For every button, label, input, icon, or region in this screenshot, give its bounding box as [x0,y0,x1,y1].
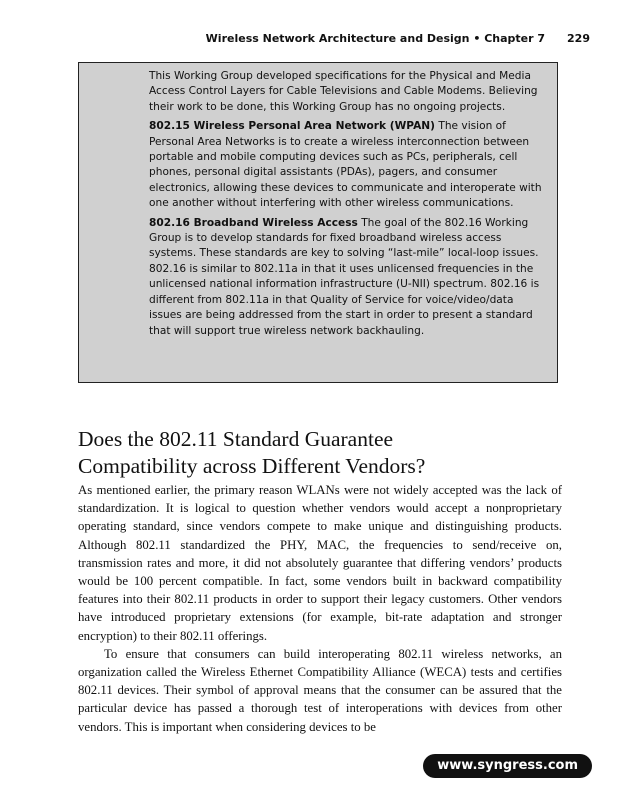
section-title [78,426,578,480]
footer-url-badge[interactable]: www.syngress.com [423,754,592,778]
sidebar-intro: This Working Group developed specifications for the Physical and Media Access Control Layers for Cable Televisions and Cable Modems. Believing their work to be done, this Working Group has no ongoing projects. [149,70,538,113]
sidebar-content [149,69,549,343]
sidebar-item-wpan [149,119,549,211]
sidebar-term: 802.16 Broadband Wireless Access [149,216,358,229]
sidebar-term: 802.15 Wireless Personal Area Network (WPAN) [149,120,435,133]
chapter-title: Wireless Network Architecture and Design • Chapter 7 [205,32,546,45]
sidebar-box [78,62,558,383]
section-title-line2: Compatibility across Different Vendors? [78,454,426,478]
paragraph-2: To ensure that consumers can build interoperating 802.11 wireless networks, an organization called the Wireless Ethernet Compatibility Alliance (WECA) tests and certifies 802.11 devices. Their symbol of approval means that the consumer can be assured that the particular device has passed a thorough test of interoperations with devices from other vendors. This is important when considering devices to be [78,646,562,734]
sidebar-description: The vision of Personal Area Networks is to create a wireless interconnection between portable and mobile computing devices such as PCs, peripherals, cell phones, personal digital assistants (PDAs), pagers, and consumer electronics, allowing these devices to communicate and interoperate with one another without interfering with other wireless communications. [149,120,542,210]
sidebar-item-bwa [149,216,549,339]
page-number: 229 [567,32,590,45]
sidebar-description: The goal of the 802.16 Working Group is to develop standards for fixed broadband wireless access systems. These standards are key to solving “last-mile” local-loop issues. 802.16 is similar to 802.11a in that it uses unlicensed frequencies in the unlicensed national information infrastructure (U-NII) spectrum. 802.16 is different from 802.11a in that Quality of Service for voice/video/data issues are being addressed from the start in order to present a standard that will support true wireless network backhauling. [149,216,540,337]
section-title-line1: Does the 802.11 Standard Guarantee [78,427,394,451]
running-header [206,32,590,45]
paragraph-1: As mentioned earlier, the primary reason WLANs were not widely accepted was the lack of standardization. It is logical to question whether vendors would accept a nonproprietary operating standard, since vendors compete to make unique and distinguishing products. Although 802.11 standardized the PHY, MAC, the frequencies to send/receive on, transmission rates and more, it did not absolutely guarantee that differing vendors’ products would be 100 percent compatible. In fact, some vendors built in backward compatibility features into their 802.11 products in order to support their legacy customers. Other vendors have introduced proprietary extensions (for example, bit-rate adaptation and stronger encryption) to their 802.11 offerings. [78,483,562,643]
body-text [78,481,562,736]
